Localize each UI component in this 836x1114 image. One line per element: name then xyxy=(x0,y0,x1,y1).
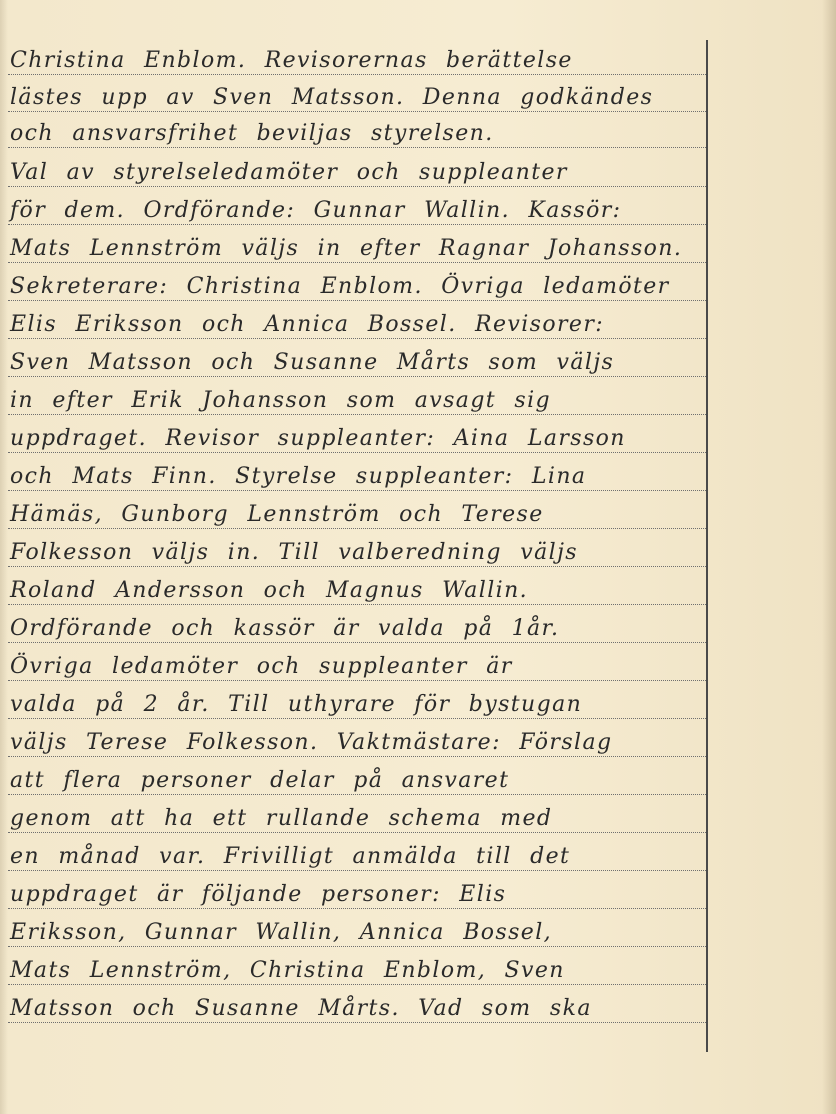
handwritten-line: Roland Andersson och Magnus Wallin. xyxy=(10,578,529,603)
handwritten-line: uppdraget är följande personer: Elis xyxy=(10,882,507,907)
handwritten-line: Ordförande och kassör är valda på 1år. xyxy=(10,616,560,641)
handwritten-line: Matsson och Susanne Mårts. Vad som ska xyxy=(10,996,592,1021)
handwritten-line: lästes upp av Sven Matsson. Denna godkändes xyxy=(10,85,654,110)
handwritten-line: och Mats Finn. Styrelse suppleanter: Lina xyxy=(10,464,587,489)
handwritten-line: in efter Erik Johansson som avsagt sig xyxy=(10,388,552,413)
handwritten-line: Folkesson väljs in. Till valberedning väljs xyxy=(10,540,578,565)
handwritten-line: genom att ha ett rullande schema med xyxy=(10,806,553,831)
handwritten-line: Sekreterare: Christina Enblom. Övriga ledamöter xyxy=(10,274,670,299)
handwritten-line: Hämäs, Gunborg Lennström och Terese xyxy=(10,502,544,527)
handwritten-line: Mats Lennström, Christina Enblom, Sven xyxy=(10,958,565,983)
handwritten-line: att flera personer delar på ansvaret xyxy=(10,768,510,793)
handwritten-line: väljs Terese Folkesson. Vaktmästare: Förslag xyxy=(10,730,613,755)
handwritten-line: valda på 2 år. Till uthyrare för bystugan xyxy=(10,692,583,717)
handwritten-line: för dem. Ordförande: Gunnar Wallin. Kassör: xyxy=(10,198,622,223)
handwritten-line: Val av styrelseledamöter och suppleanter xyxy=(10,160,568,185)
handwritten-line: Sven Matsson och Susanne Mårts som väljs xyxy=(10,350,615,375)
handwritten-line: Elis Eriksson och Annica Bossel. Revisorer: xyxy=(10,312,605,337)
handwritten-line: Christina Enblom. Revisorernas berättelse xyxy=(10,48,573,73)
handwritten-line: Övriga ledamöter och suppleanter är xyxy=(10,654,513,679)
handwritten-line: och ansvarsfrihet beviljas styrelsen. xyxy=(10,121,494,146)
handwritten-line: en månad var. Frivilligt anmälda till det xyxy=(10,844,571,869)
handwritten-line: Mats Lennström väljs in efter Ragnar Johansson. xyxy=(10,236,683,261)
handwritten-line: Eriksson, Gunnar Wallin, Annica Bossel, xyxy=(10,920,553,945)
handwritten-line: uppdraget. Revisor suppleanter: Aina Larsson xyxy=(10,426,626,451)
